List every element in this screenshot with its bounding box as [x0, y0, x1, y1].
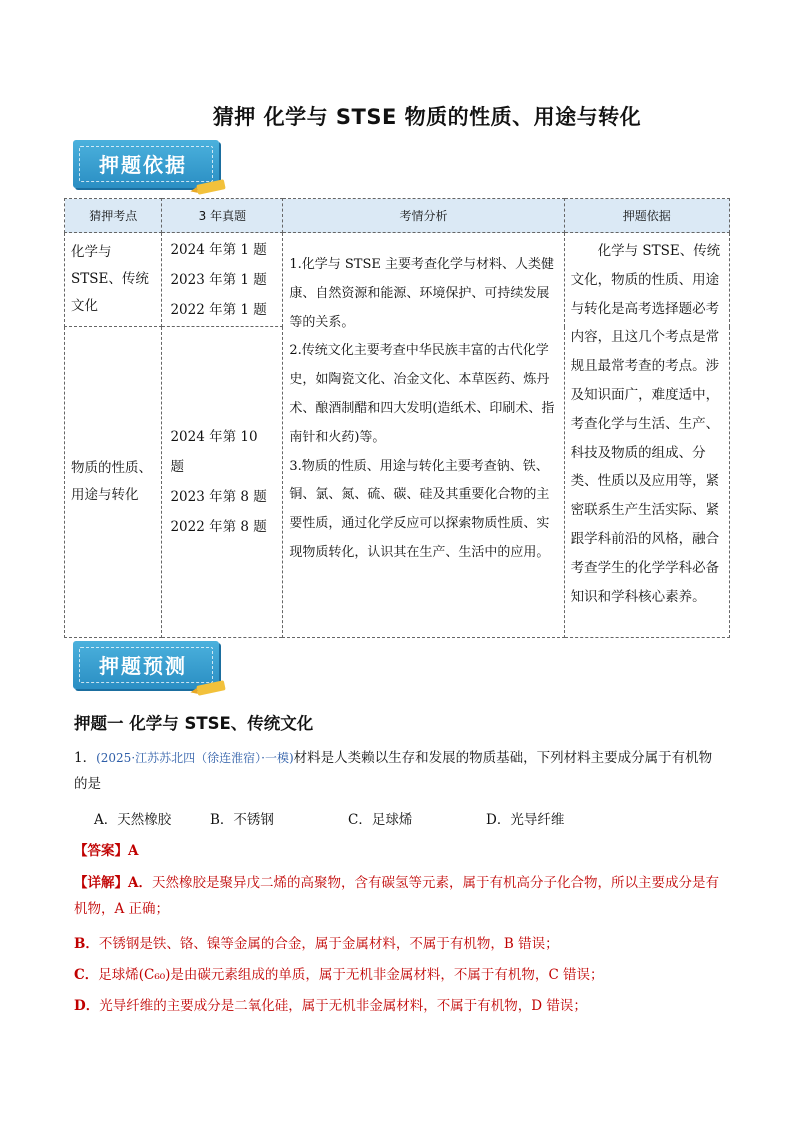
basis-text: 化学与 STSE、传统文化，物质的性质、用途与转化是高考选择题必考内容，且这几个考点是常规且最常考查的考点。涉及知识面广，难度适中，考查化学与生活、生产、科技及物质的组成、分类、性质以及应用等，紧密联系生产生活实际、紧跟学科前沿的风格，融合考查学生的化学学科必备知识和学科核心素养。 — [570, 243, 721, 605]
option-b: B．不锈钢 — [210, 812, 274, 828]
detail-b — [74, 931, 724, 957]
question-source: (2025·江苏苏北四（徐连淮宿）·一模) — [96, 751, 294, 765]
detail-key: C． — [74, 967, 99, 983]
year-item: 2023 年第 1 题 — [170, 271, 267, 288]
header-topic: 猜押考点 — [65, 199, 162, 233]
detail-text: 足球烯(C₆₀)是由碳元素组成的单质，属于无机非金属材料，不属于有机物， — [98, 967, 549, 983]
section-heading: 押题一 化学与 STSE、传统文化 — [74, 714, 314, 733]
topic-cell: 物质的性质、用途与转化 — [65, 327, 162, 638]
page-title: 猜押 化学与 STSE 物质的性质、用途与转化 — [212, 105, 642, 129]
detail-text: 光导纤维的主要成分是二氧化硅，属于无机非金属材料，不属于有机物， — [99, 998, 532, 1014]
detail-key: D． — [74, 998, 100, 1014]
detail-text: 不锈钢是铁、铬、镍等金属的合金，属于金属材料，不属于有机物， — [98, 936, 504, 952]
banner-basis — [73, 140, 225, 194]
years-cell — [162, 233, 283, 327]
detail-key: A． — [128, 875, 152, 891]
year-item: 2024 年第 1 题 — [170, 241, 267, 258]
detail-text: 天然橡胶是聚异戊二烯的高聚物，含有碳氢等元素，属于有机高分子化合物，所以主要成分是有机物， — [74, 875, 719, 917]
question-stem: 材料是人类赖以生存和发展的物质基础，下列材料主要成分属于有机物的是 — [74, 750, 713, 792]
banner-predict-label: 押题预测 — [99, 654, 187, 678]
topic-cell: 化学与 STSE、传统文化 — [65, 233, 162, 327]
option-a: A．天然橡胶 — [94, 812, 172, 828]
exam-basis-table — [64, 198, 730, 638]
table-row — [65, 233, 730, 327]
year-item: 2022 年第 1 题 — [170, 301, 267, 318]
detail-c — [74, 962, 724, 988]
year-item: 2023 年第 8 题 — [170, 489, 267, 505]
detail-tail: C 错误； — [548, 967, 604, 983]
detail-a — [74, 870, 724, 922]
banner-predict — [73, 641, 225, 695]
detail-tail: A 正确； — [114, 901, 170, 917]
table-header-row — [65, 199, 730, 233]
question-number: 1． — [74, 750, 97, 766]
answer-value: A — [128, 843, 139, 859]
header-years: 3 年真题 — [162, 199, 283, 233]
basis-cell — [564, 233, 729, 638]
option-c: C．足球烯 — [348, 812, 413, 828]
question-1 — [74, 745, 724, 797]
answer-line — [74, 838, 724, 864]
year-item: 2022 年第 8 题 — [170, 519, 267, 535]
answer-label: 【答案】 — [74, 843, 128, 859]
detail-key: B． — [74, 936, 99, 952]
analysis-cell — [283, 233, 564, 638]
detail-d — [74, 993, 724, 1019]
detail-tail: B 错误； — [503, 936, 559, 952]
year-item: 2024 年第 10 题 — [170, 429, 258, 475]
header-analysis: 考情分析 — [283, 199, 564, 233]
analysis-point-2: 2.传统文化主要考查中华民族丰富的古代化学史，如陶瓷文化、冶金文化、本草医药、炼丹术、酿酒制醋和四大发明(造纸术、印刷术、指南针和火药)等。 — [289, 343, 555, 445]
analysis-point-1: 1.化学与 STSE 主要考查化学与材料、人类健康、自然资源和能源、环境保护、可持续发展等的关系。 — [289, 257, 554, 330]
analysis-point-3: 3.物质的性质、用途与转化主要考查钠、铁、铜、氯、氮、硫、碳、硅及其重要化合物的主要性质，通过化学反应可以探索物质性质、实现物质转化，认识其在生产、生活中的应用。 — [289, 458, 550, 560]
option-d: D．光导纤维 — [486, 812, 565, 828]
banner-basis-label: 押题依据 — [99, 153, 187, 177]
years-cell — [162, 327, 283, 638]
detail-tail: D 错误； — [531, 998, 587, 1014]
detail-label: 【详解】 — [74, 875, 128, 891]
header-basis: 押题依据 — [564, 199, 729, 233]
